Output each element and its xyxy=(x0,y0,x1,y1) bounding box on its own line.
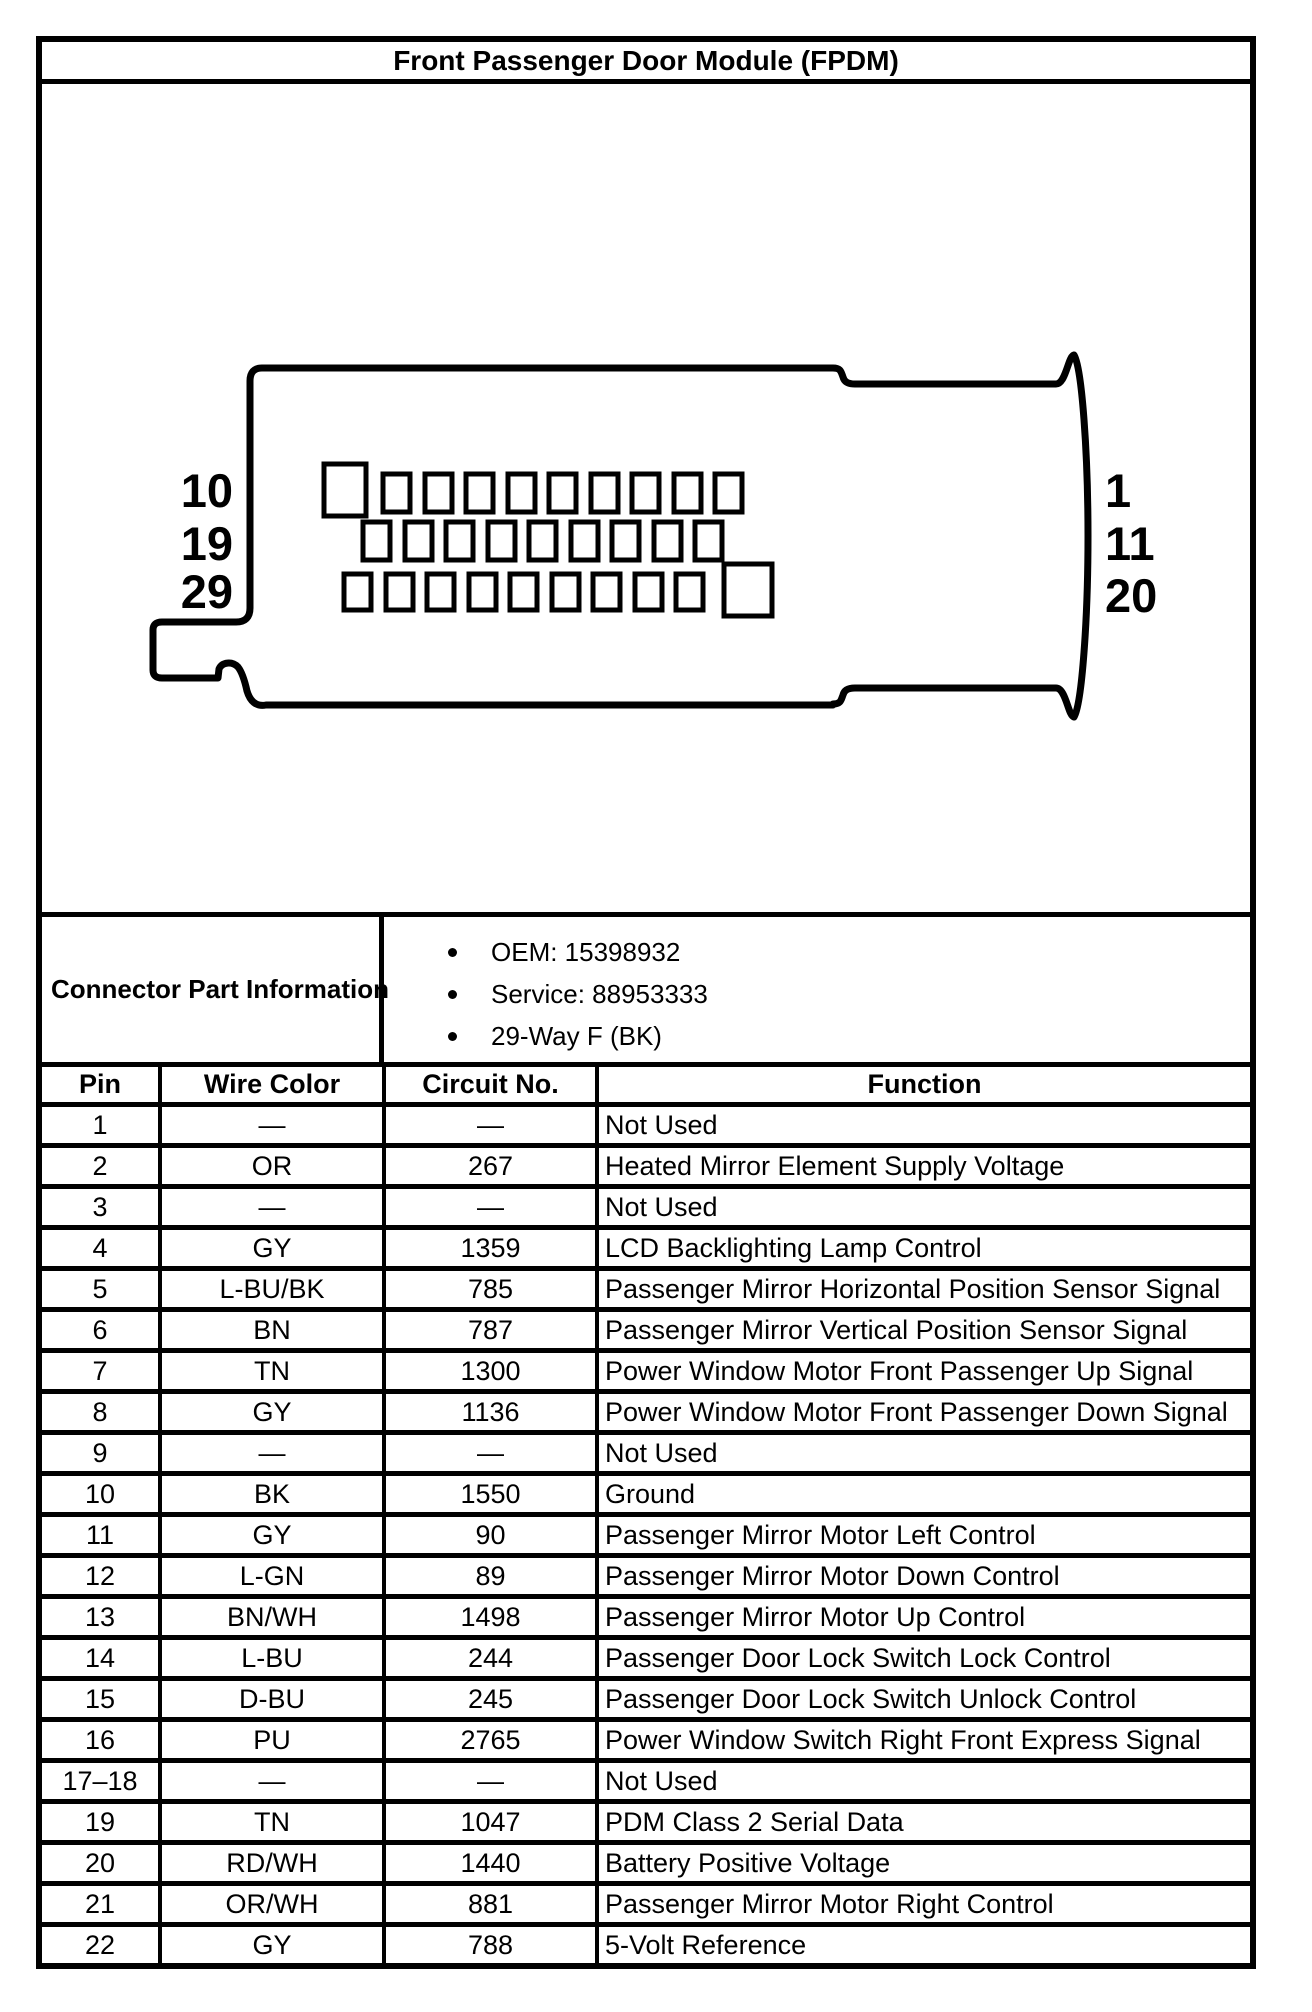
pin-cell: 5 xyxy=(42,1269,160,1310)
wire-color-cell: L-BU/BK xyxy=(160,1269,384,1310)
pin-box xyxy=(405,522,432,560)
wire-color-cell: — xyxy=(160,1187,384,1228)
pin-box xyxy=(654,522,681,560)
wire-color-cell: OR xyxy=(160,1146,384,1187)
function-cell: Passenger Mirror Motor Right Control xyxy=(597,1884,1250,1925)
pin-cell: 17–18 xyxy=(42,1761,160,1802)
table-row xyxy=(42,1474,1250,1515)
table-row xyxy=(42,1720,1250,1761)
table-row xyxy=(42,1843,1250,1884)
circuit-cell: 785 xyxy=(384,1269,597,1310)
pin-box xyxy=(715,474,742,512)
pin-box xyxy=(344,574,371,610)
circuit-cell: — xyxy=(384,1187,597,1228)
pin-cell: 13 xyxy=(42,1597,160,1638)
pin-cell: 3 xyxy=(42,1187,160,1228)
pin-cell: 21 xyxy=(42,1884,160,1925)
pin-box xyxy=(508,474,535,512)
pin-cell: 1 xyxy=(42,1105,160,1146)
table-row xyxy=(42,1433,1250,1474)
circuit-cell: 1498 xyxy=(384,1597,597,1638)
header-wire-color: Wire Color xyxy=(160,1067,384,1105)
circuit-cell: 2765 xyxy=(384,1720,597,1761)
pin-box xyxy=(591,474,618,512)
part-info-oem: OEM: 15398932 xyxy=(491,937,681,967)
circuit-cell: 244 xyxy=(384,1638,597,1679)
function-cell: Passenger Door Lock Switch Unlock Control xyxy=(597,1679,1250,1720)
table-row xyxy=(42,1146,1250,1187)
pin-cell: 20 xyxy=(42,1843,160,1884)
part-info-item xyxy=(448,1021,1250,1052)
pin-box xyxy=(529,522,556,560)
table-row xyxy=(42,1105,1250,1146)
table-row xyxy=(42,1884,1250,1925)
function-cell: Passenger Mirror Vertical Position Sensor Signal xyxy=(597,1310,1250,1351)
connector-diagram xyxy=(42,84,1250,917)
wire-color-cell: PU xyxy=(160,1720,384,1761)
function-cell: Heated Mirror Element Supply Voltage xyxy=(597,1146,1250,1187)
table-row xyxy=(42,1515,1250,1556)
wire-color-cell: OR/WH xyxy=(160,1884,384,1925)
function-cell: Not Used xyxy=(597,1761,1250,1802)
function-cell: Not Used xyxy=(597,1105,1250,1146)
pin-box xyxy=(425,474,452,512)
pinout-table xyxy=(42,1067,1250,1963)
pin-cell: 12 xyxy=(42,1556,160,1597)
circuit-cell: 90 xyxy=(384,1515,597,1556)
table-row xyxy=(42,1638,1250,1679)
wire-color-cell: L-BU xyxy=(160,1638,384,1679)
function-cell: Not Used xyxy=(597,1433,1250,1474)
part-info-section xyxy=(42,917,1250,1067)
table-row xyxy=(42,1802,1250,1843)
wire-color-cell: GY xyxy=(160,1515,384,1556)
pin-cell: 6 xyxy=(42,1310,160,1351)
wire-color-cell: RD/WH xyxy=(160,1843,384,1884)
pin-box xyxy=(571,522,598,560)
function-cell: Power Window Motor Front Passenger Down Signal xyxy=(597,1392,1250,1433)
pin-box xyxy=(635,574,662,610)
circuit-cell: 1300 xyxy=(384,1351,597,1392)
pin-box-large-20 xyxy=(724,564,772,616)
table-row xyxy=(42,1597,1250,1638)
pin-cell: 14 xyxy=(42,1638,160,1679)
connector-svg xyxy=(42,84,1250,912)
pin-box xyxy=(446,522,473,560)
pin-cell: 22 xyxy=(42,1925,160,1964)
page-title: Front Passenger Door Module (FPDM) xyxy=(393,44,899,76)
circuit-cell: 881 xyxy=(384,1884,597,1925)
function-cell: 5-Volt Reference xyxy=(597,1925,1250,1964)
pin-box xyxy=(383,474,410,512)
circuit-cell: — xyxy=(384,1761,597,1802)
pin-cell: 8 xyxy=(42,1392,160,1433)
pin-box xyxy=(427,574,454,610)
pin-cell: 2 xyxy=(42,1146,160,1187)
bullet-icon xyxy=(448,948,457,957)
function-cell: Power Window Motor Front Passenger Up Signal xyxy=(597,1351,1250,1392)
wire-color-cell: L-GN xyxy=(160,1556,384,1597)
table-header-row xyxy=(42,1067,1250,1105)
wire-color-cell: TN xyxy=(160,1351,384,1392)
circuit-cell: — xyxy=(384,1433,597,1474)
table-row xyxy=(42,1679,1250,1720)
table-row xyxy=(42,1556,1250,1597)
pin-cell: 19 xyxy=(42,1802,160,1843)
part-info-item xyxy=(448,937,1250,968)
pin-box xyxy=(593,574,620,610)
table-row xyxy=(42,1269,1250,1310)
table-row xyxy=(42,1351,1250,1392)
circuit-cell: 1359 xyxy=(384,1228,597,1269)
pin-row-2 xyxy=(363,522,722,560)
circuit-cell: 1550 xyxy=(384,1474,597,1515)
function-cell: Passenger Mirror Motor Left Control xyxy=(597,1515,1250,1556)
function-cell: Passenger Mirror Horizontal Position Sensor Signal xyxy=(597,1269,1250,1310)
pin-box xyxy=(363,522,390,560)
wire-color-cell: GY xyxy=(160,1925,384,1964)
part-info-item xyxy=(448,979,1250,1010)
bullet-icon xyxy=(448,990,457,999)
header-function: Function xyxy=(597,1067,1250,1105)
function-cell: Battery Positive Voltage xyxy=(597,1843,1250,1884)
function-cell: PDM Class 2 Serial Data xyxy=(597,1802,1250,1843)
header-pin: Pin xyxy=(42,1067,160,1105)
table-row xyxy=(42,1310,1250,1351)
circuit-cell: 1047 xyxy=(384,1802,597,1843)
pin-cell: 10 xyxy=(42,1474,160,1515)
table-row xyxy=(42,1187,1250,1228)
wire-color-cell: D-BU xyxy=(160,1679,384,1720)
fpdm-sheet xyxy=(36,36,1256,1969)
wire-color-cell: BN/WH xyxy=(160,1597,384,1638)
pin-cell: 7 xyxy=(42,1351,160,1392)
circuit-cell: 89 xyxy=(384,1556,597,1597)
part-info-list xyxy=(384,917,1250,1062)
wire-color-cell: TN xyxy=(160,1802,384,1843)
pin-box xyxy=(488,522,515,560)
circuit-cell: 1440 xyxy=(384,1843,597,1884)
pin-box xyxy=(632,474,659,512)
pin-cell: 11 xyxy=(42,1515,160,1556)
circuit-cell: — xyxy=(384,1105,597,1146)
pin-box xyxy=(549,474,576,512)
wire-color-cell: BN xyxy=(160,1310,384,1351)
function-cell: Passenger Door Lock Switch Lock Control xyxy=(597,1638,1250,1679)
wire-color-cell: — xyxy=(160,1105,384,1146)
pin-box xyxy=(469,574,496,610)
part-info-service: Service: 88953333 xyxy=(491,979,708,1009)
table-row xyxy=(42,1228,1250,1269)
pin-box xyxy=(386,574,413,610)
pin-box xyxy=(612,522,639,560)
title-bar xyxy=(42,42,1250,84)
circuit-cell: 245 xyxy=(384,1679,597,1720)
wire-color-cell: BK xyxy=(160,1474,384,1515)
circuit-cell: 788 xyxy=(384,1925,597,1964)
function-cell: Not Used xyxy=(597,1187,1250,1228)
pin-box xyxy=(466,474,493,512)
label-left-19: 19 xyxy=(180,517,233,570)
wire-color-cell: GY xyxy=(160,1228,384,1269)
pin-row-1 xyxy=(324,464,742,516)
label-left-10: 10 xyxy=(180,464,233,517)
circuit-cell: 1136 xyxy=(384,1392,597,1433)
label-right-1: 1 xyxy=(1105,464,1132,517)
label-left-29: 29 xyxy=(180,565,233,618)
part-info-way: 29-Way F (BK) xyxy=(491,1021,662,1051)
header-circuit-no: Circuit No. xyxy=(384,1067,597,1105)
pin-box xyxy=(695,522,722,560)
table-row xyxy=(42,1392,1250,1433)
label-right-20: 20 xyxy=(1105,569,1158,622)
label-right-11: 11 xyxy=(1105,517,1155,570)
wire-color-cell: — xyxy=(160,1761,384,1802)
pin-cell: 16 xyxy=(42,1720,160,1761)
table-row xyxy=(42,1925,1250,1964)
bullet-icon xyxy=(448,1032,457,1041)
table-row xyxy=(42,1761,1250,1802)
pin-box xyxy=(674,474,701,512)
pin-box xyxy=(510,574,537,610)
wire-color-cell: GY xyxy=(160,1392,384,1433)
circuit-cell: 787 xyxy=(384,1310,597,1351)
pin-box-large-10 xyxy=(324,464,366,516)
circuit-cell: 267 xyxy=(384,1146,597,1187)
function-cell: Passenger Mirror Motor Down Control xyxy=(597,1556,1250,1597)
pin-box xyxy=(676,574,703,610)
pin-box xyxy=(552,574,579,610)
function-cell: LCD Backlighting Lamp Control xyxy=(597,1228,1250,1269)
part-info-label: Connector Part Information xyxy=(42,917,384,1062)
function-cell: Power Window Switch Right Front Express Signal xyxy=(597,1720,1250,1761)
pin-cell: 9 xyxy=(42,1433,160,1474)
function-cell: Ground xyxy=(597,1474,1250,1515)
wire-color-cell: — xyxy=(160,1433,384,1474)
pin-cell: 15 xyxy=(42,1679,160,1720)
pin-cell: 4 xyxy=(42,1228,160,1269)
function-cell: Passenger Mirror Motor Up Control xyxy=(597,1597,1250,1638)
